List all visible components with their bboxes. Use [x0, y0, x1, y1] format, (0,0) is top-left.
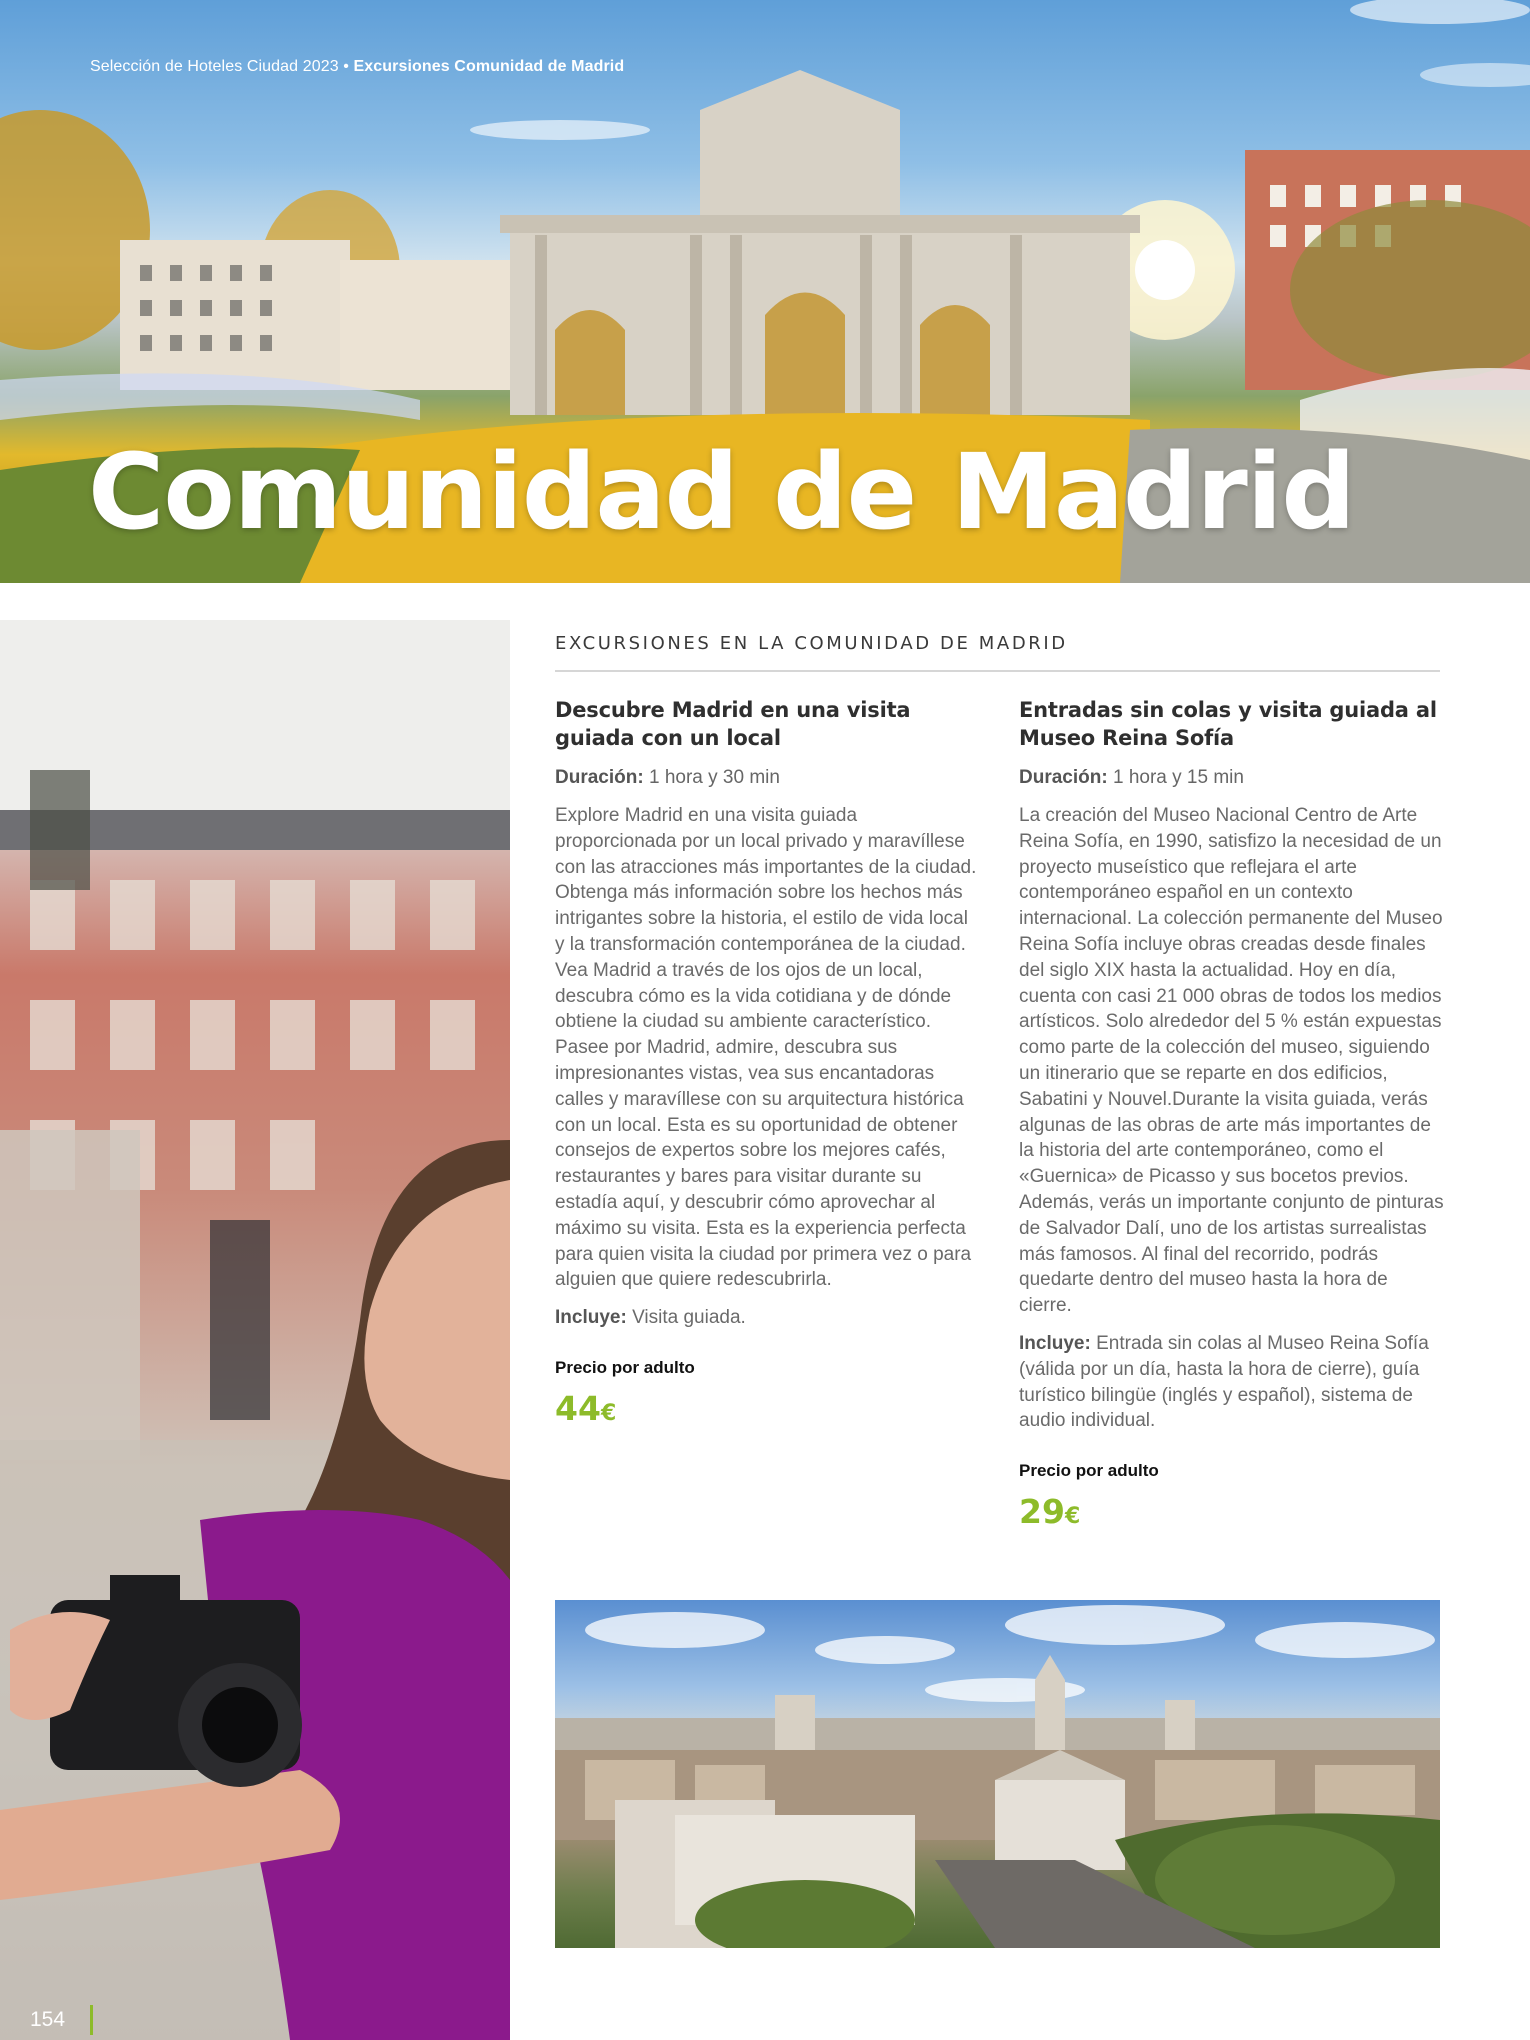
tourist-photo: [0, 620, 510, 2040]
tour-title: Entradas sin colas y visita guiada al Museo Reina Sofía: [1019, 698, 1437, 750]
madrid-cityscape-image: [555, 1600, 1440, 1948]
tour-includes: [1019, 1331, 1444, 1434]
madrid-skyline-photo: [555, 1600, 1440, 1948]
includes-value: Visita guiada.: [632, 1307, 746, 1329]
breadcrumb: [90, 58, 624, 76]
includes-label: Incluye:: [555, 1307, 627, 1329]
duration-value: 1 hora y 30 min: [648, 767, 780, 788]
price-currency: €: [600, 1400, 617, 1426]
page-number-accent-bar: [90, 2005, 93, 2035]
breadcrumb-catalog: Selección de Hoteles Ciudad 2023 •: [90, 58, 349, 75]
hero-banner: [0, 0, 1530, 583]
tour-card-madrid-local: [555, 696, 980, 1433]
tour-includes: [555, 1305, 980, 1331]
section-heading: EXCURSIONES EN LA COMUNIDAD DE MADRID: [555, 633, 1068, 654]
tour-title: Descubre Madrid en una visita guiada con un local: [555, 698, 911, 750]
includes-label: Incluye:: [1019, 1332, 1091, 1354]
duration-label: Duración:: [1019, 767, 1108, 788]
price-amount: 29: [1019, 1492, 1065, 1532]
tour-price: [1019, 1493, 1444, 1536]
tour-price: [555, 1390, 980, 1433]
includes-value: Entrada sin colas al Museo Reina Sofía (válida por un día, hasta la hora de cierre), guía turístico bilingüe (inglés y español), sistema de audio individual.: [1019, 1332, 1429, 1432]
tour-description: La creación del Museo Nacional Centro de Arte Reina Sofía, en 1990, satisfizo la necesidad de un proyecto museístico que reflejara el arte contemporáneo español en un contexto internacional. La colección permanente del Museo Reina Sofía incluye obras creadas desde finales del siglo XIX hasta la actualidad. Hoy en día, cuenta con casi 21 000 obras de todos los medios artísticos. Solo alrededor del 5 % están expuestas como parte de la colección del museo, siguiendo un itinerario que se reparte en dos edificios, Sabatini y Nouvel.Durante la visita guiada, verás algunas de las obras de arte más importantes de la historia del arte contemporáneo, como el «Guernica» de Picasso y sus bocetos previos. Además, verás un importante conjunto de pinturas de Salvador Dalí, uno de los artistas surrealistas más famosos. Al final del recorrido, podrás quedarte dentro del museo hasta la hora de cierre.: [1019, 805, 1444, 1317]
price-label: Precio por adulto: [555, 1357, 695, 1377]
page-number: 154: [30, 2008, 66, 2031]
duration-value: 1 hora y 15 min: [1112, 767, 1244, 788]
tour-duration: [555, 765, 980, 791]
price-currency: €: [1064, 1504, 1081, 1530]
section-divider: [555, 670, 1440, 672]
duration-label: Duración:: [555, 767, 644, 788]
woman-with-camera-image: [0, 620, 510, 2040]
price-amount: 44: [555, 1388, 601, 1428]
price-label: Precio por adulto: [1019, 1461, 1159, 1481]
breadcrumb-current: Excursiones Comunidad de Madrid: [353, 58, 625, 75]
tour-card-reina-sofia: [1019, 696, 1444, 1536]
page-title: Comunidad de Madrid: [88, 431, 1355, 553]
tour-description: Explore Madrid en una visita guiada proporcionada por un local privado y maravíllese con las atracciones más importantes de la ciudad. Obtenga más información sobre los hechos más intrigantes sobre la historia, el estilo de vida local y la transformación contemporánea de la ciudad. Vea Madrid a través de los ojos de un local, descubra cómo es la vida cotidiana y de dónde obtiene la ciudad su ambiente característico. Pasee por Madrid, admire, descubra sus impresionantes vistas, vea sus encantadoras calles y maravíllese con su arquitectura histórica con un local. Esta es su oportunidad de obtener consejos de expertos sobre los mejores cafés, restaurantes y bares para visitar durante su estadía aquí, y descubrir cómo aprovechar al máximo su visita. Esta es la experiencia perfecta para quien visita la ciudad por primera vez o para alguien que quiere redescubrirla.: [555, 805, 977, 1291]
tour-duration: [1019, 765, 1444, 791]
